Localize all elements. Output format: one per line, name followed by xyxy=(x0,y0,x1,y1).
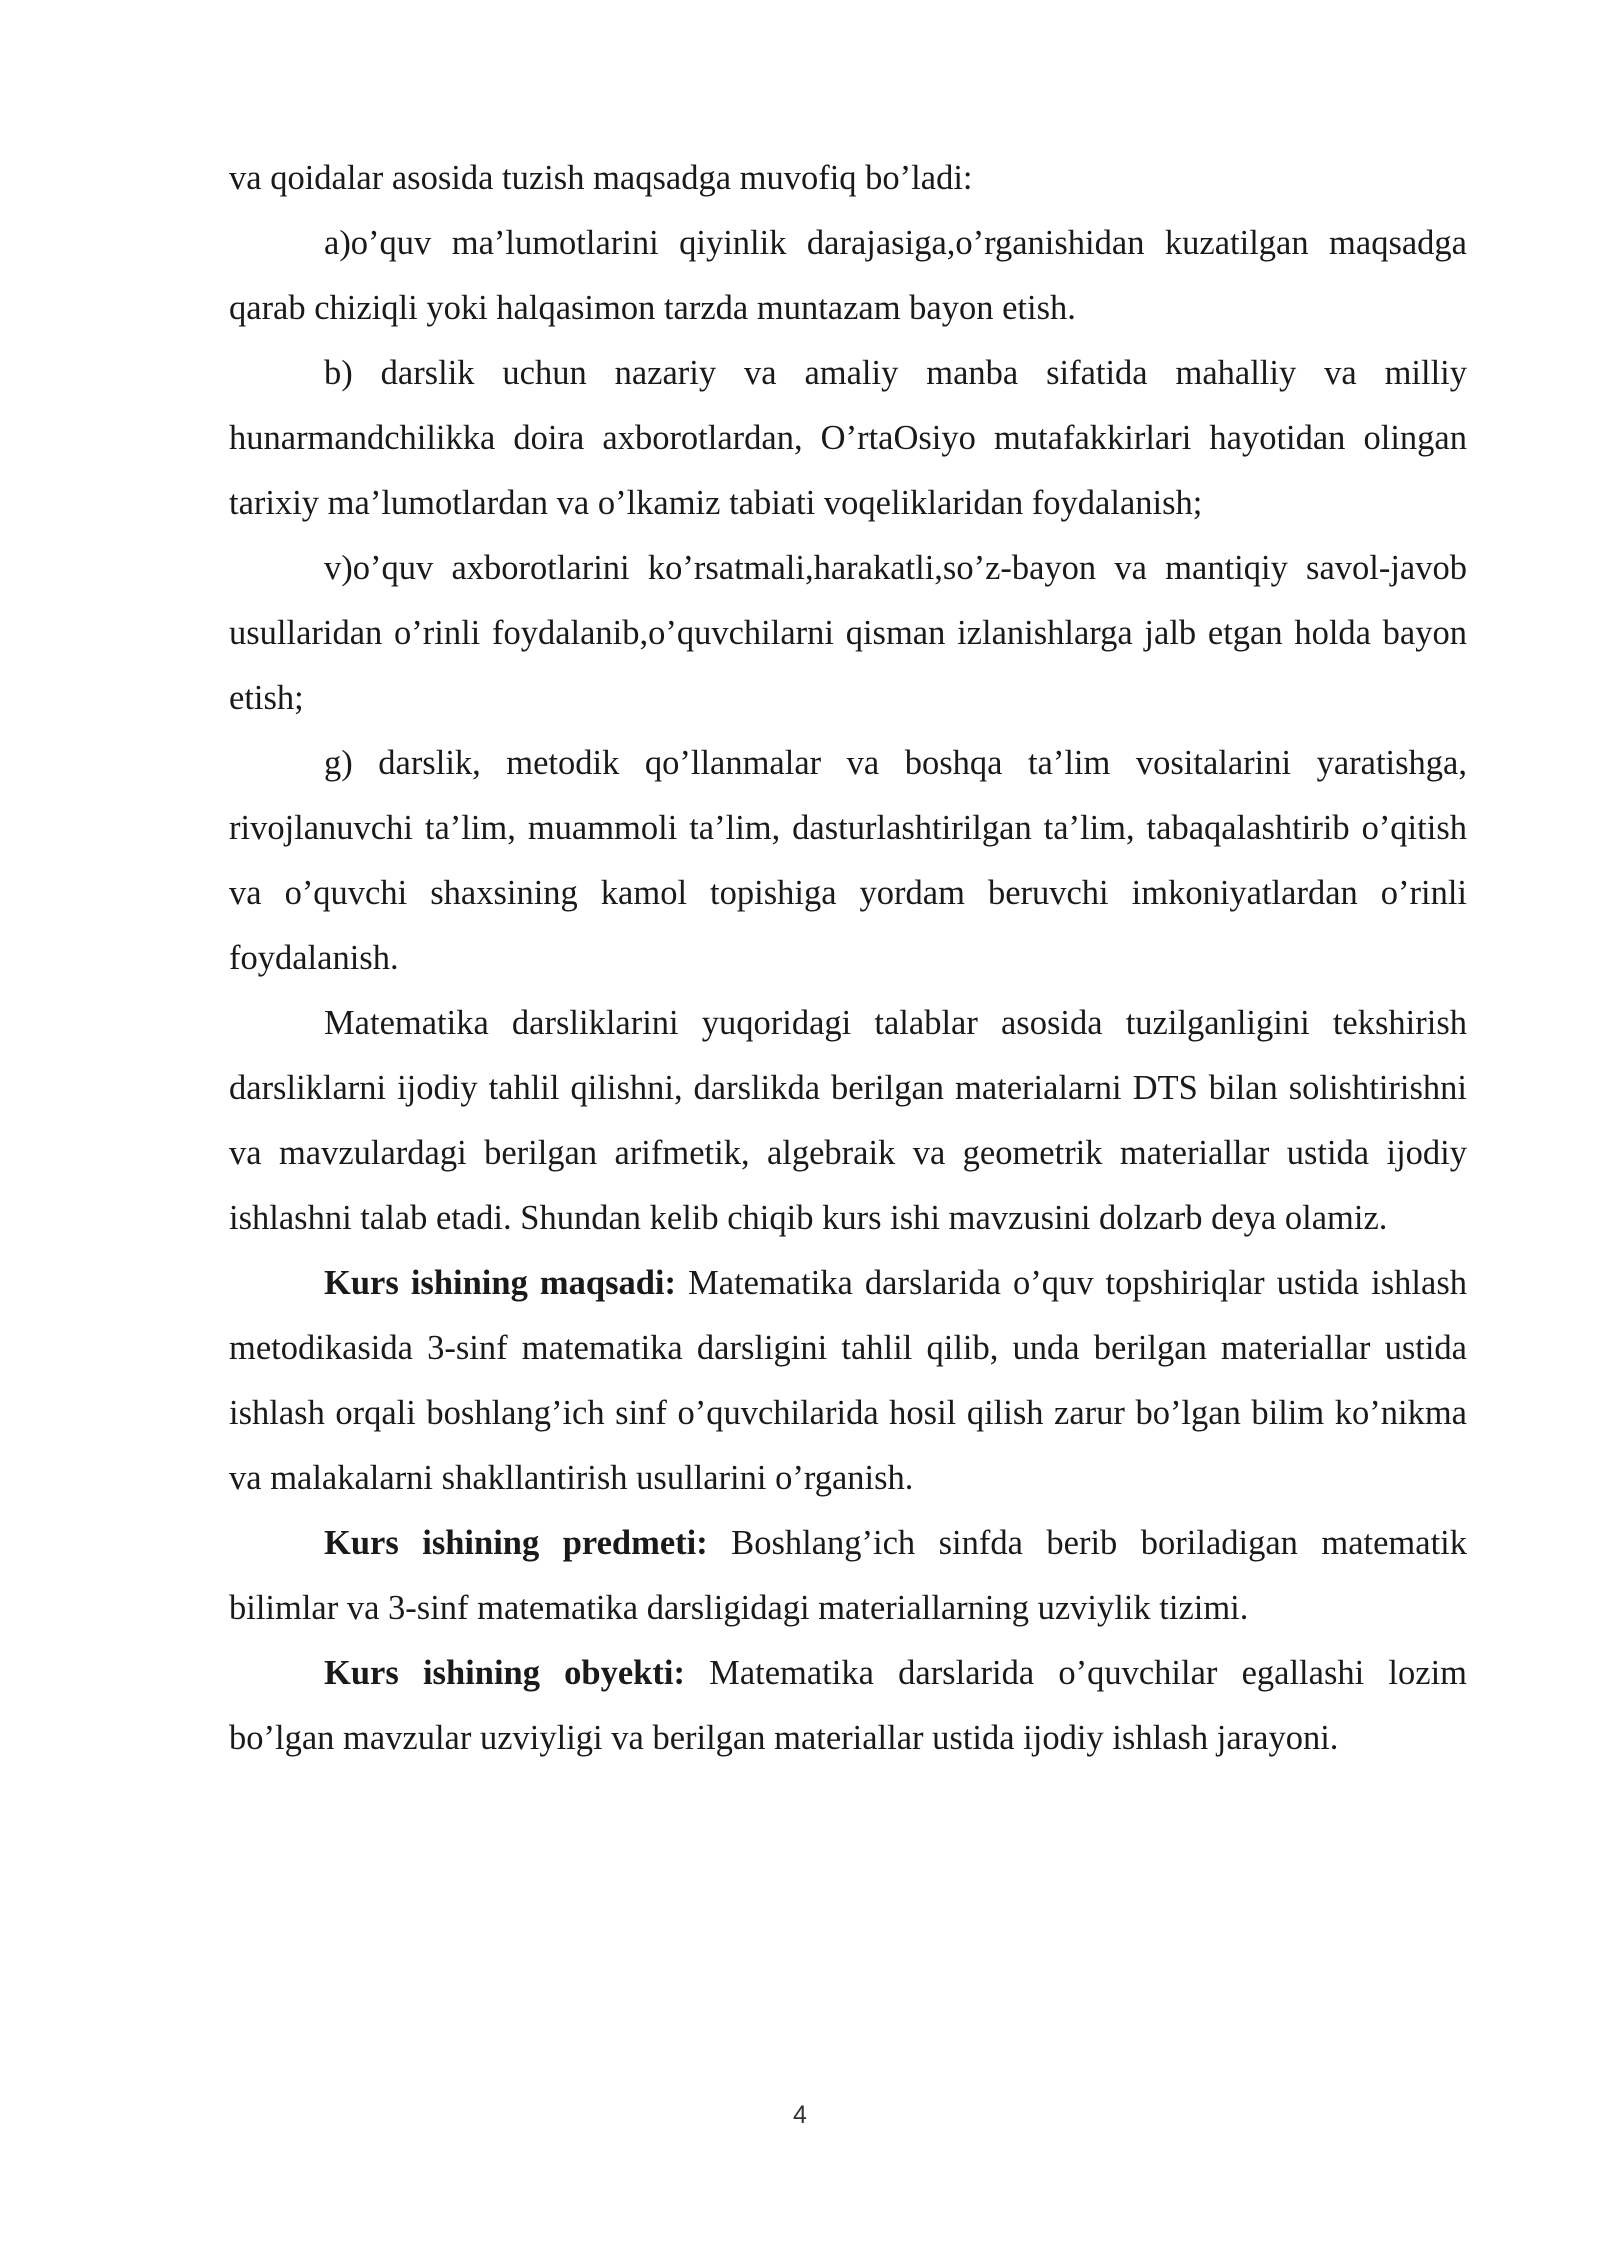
paragraph-relevance xyxy=(229,991,1467,1251)
document-body xyxy=(229,146,1467,1771)
paragraph-item-g xyxy=(229,731,1467,991)
paragraph-subject xyxy=(229,1511,1467,1641)
paragraph-label: Kurs ishining predmeti: xyxy=(324,1524,708,1562)
paragraph-text: v)o’quv axborotlarini ko’rsatmali,harakatli,so’z-bayon va mantiqiy savol-javob usullaridan o’rinli foydalanib,o’quvchilarni qisman izlanishlarga jalb etgan holda bayon etish; xyxy=(229,549,1467,717)
paragraph-object xyxy=(229,1641,1467,1771)
paragraph-text: Matematika darsliklarini yuqoridagi talablar asosida tuzilganligini tekshirish darsliklarni ijodiy tahlil qilishni, darslikda berilgan materialarni DTS bilan solishtirishni va mavzulardagi berilgan arifmetik, algebraik va geometrik materiallar ustida ijodiy ishlashni talab etadi. Shundan kelib chiqib kurs ishi mavzusini dolzarb deya olamiz. xyxy=(229,1004,1467,1237)
paragraph-text: Boshlang’ich sinfda berib boriladigan matematik bilimlar va 3-sinf matematika darsligidagi materiallarning uzviylik tizimi. xyxy=(229,1524,1467,1627)
paragraph-text: g) darslik, metodik qo’llanmalar va boshqa ta’lim vositalarini yaratishga, rivojlanuvchi ta’lim, muammoli ta’lim, dasturlashtirilgan ta’lim, tabaqalashtirib o’qitish va o’quvchi shaxsining kamol topishiga yordam beruvchi imkoniyatlardan o’rinli foydalanish. xyxy=(229,744,1467,977)
paragraph-item-a xyxy=(229,211,1467,341)
paragraph-text: Matematika darslarida o’quv topshiriqlar ustida ishlash metodikasida 3-sinf matematika darsligini tahlil qilib, unda berilgan materiallar ustida ishlash orqali boshlang’ich sinf o’quvchilarida hosil qilish zarur bo’lgan bilim ko’nikma va malakalarni shakllantirish usullarini o’rganish. xyxy=(229,1264,1467,1497)
paragraph-label: Kurs ishining obyekti: xyxy=(324,1654,685,1692)
paragraph-item-b xyxy=(229,341,1467,536)
paragraph-text: a)o’quv ma’lumotlarini qiyinlik darajasiga,o’rganishidan kuzatilgan maqsadga qarab chiziqli yoki halqasimon tarzda muntazam bayon etish. xyxy=(229,224,1467,327)
page-number: 4 xyxy=(793,2101,807,2129)
paragraph-goal xyxy=(229,1251,1467,1511)
paragraph-intro-continuation xyxy=(229,146,1467,211)
paragraph-text: Matematika darslarida o’quvchilar egallashi lozim bo’lgan mavzular uzviyligi va berilgan materiallar ustida ijodiy ishlash jarayoni. xyxy=(229,1654,1467,1757)
paragraph-label: Kurs ishining maqsadi: xyxy=(324,1264,677,1302)
paragraph-text: va qoidalar asosida tuzish maqsadga muvofiq bo’ladi: xyxy=(229,159,973,197)
paragraph-item-v xyxy=(229,536,1467,731)
paragraph-text: b) darslik uchun nazariy va amaliy manba sifatida mahalliy va milliy hunarmandchilikka doira axborotlardan, O’rtaOsiyo mutafakkirlari hayotidan olingan tarixiy ma’lumotlardan va o’lkamiz tabiati voqeliklaridan foydalanish; xyxy=(229,354,1467,522)
